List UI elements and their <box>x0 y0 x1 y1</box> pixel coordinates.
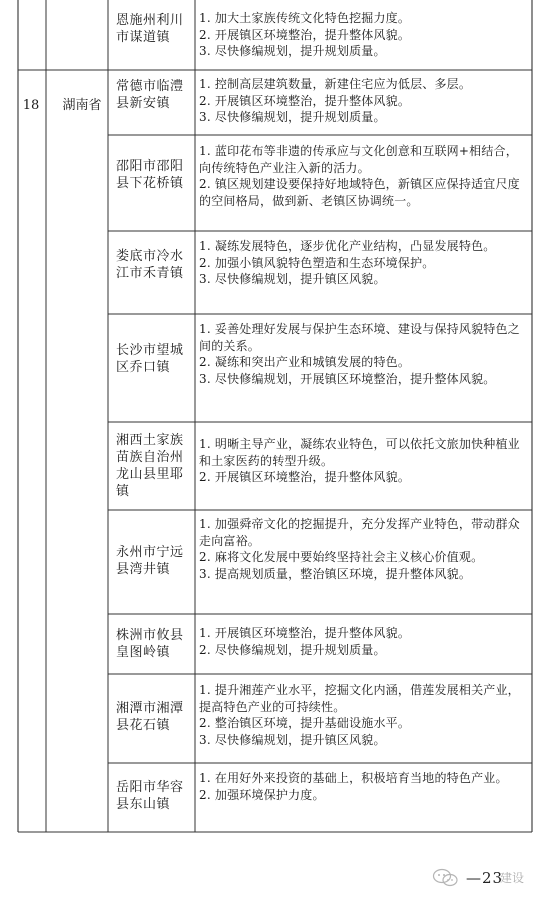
measure-item: 1. 在用好外来投资的基础上，积极培育当地的特色产业。 <box>199 771 508 785</box>
town-name: 长沙市望城区乔口镇 <box>116 343 184 375</box>
measure-item: 1. 明晰主导产业，凝练农业特色，可以依托文旅加快种植业和土家医药的转型升级。 <box>199 437 520 468</box>
town-name: 恩施州利川市谋道镇 <box>116 13 184 45</box>
measure-item: 3. 尽快修编规划，开展镇区环境整治，提升整体风貌。 <box>199 371 496 386</box>
watermark-text: 建设 <box>500 871 525 885</box>
row-index: 18 <box>22 98 40 113</box>
measure-item: 2. 麻将文化发展中要始终坚持社会主义核心价值观。 <box>199 550 484 564</box>
measure-item: 1. 提升湘莲产业水平，挖掘文化内涵，借莲发展相关产业，提高特色产业的可持续性。 <box>199 683 520 714</box>
measure-item: 1. 凝练发展特色，逐步优化产业结构，凸显发展特色。 <box>199 239 496 253</box>
measure-list <box>199 238 522 288</box>
measure-list <box>199 436 522 486</box>
measure-item: 1. 控制高层建筑数量，新建住宅应为低层、多层。 <box>199 77 472 91</box>
measure-item: 3. 提高规划质量，整治镇区环境，提升整体风貌。 <box>199 566 472 581</box>
town-name: 娄底市冷水江市禾青镇 <box>116 249 184 281</box>
town-name: 邵阳市邵阳县下花桥镇 <box>116 159 184 191</box>
measure-item: 2. 整治镇区环境，提升基础设施水平。 <box>199 716 411 730</box>
measure-list <box>199 143 522 209</box>
wechat-icon <box>432 868 460 888</box>
measure-list <box>199 76 522 126</box>
measure-item: 3. 尽快修编规划，提升规划质量。 <box>199 44 386 58</box>
measure-item: 1. 妥善处理好发展与保护生态环境、建设与保持风貌特色之间的关系。 <box>199 322 520 353</box>
measure-list <box>199 625 522 658</box>
measure-item: 2. 镇区规划建设要保持好地域特色，新镇区应保持适宜尺度的空间格局，做到新、老镇区协调统一。 <box>199 177 520 208</box>
measure-item: 3. 尽快修编规划，提升规划质量。 <box>199 110 386 124</box>
measure-list <box>199 770 522 803</box>
measure-item: 3. 尽快修编规划，提升镇区风貌。 <box>199 732 386 747</box>
measure-item: 3. 尽快修编规划，提升镇区风貌。 <box>199 272 386 286</box>
measure-list <box>199 682 522 748</box>
page-number: —23 <box>466 869 504 887</box>
measure-item: 2. 开展镇区环境整治，提升整体风貌。 <box>199 470 411 484</box>
measure-item: 2. 开展镇区环境整治，提升整体风貌。 <box>199 93 411 108</box>
measure-item: 1. 加大土家族传统文化特色挖掘力度。 <box>199 11 411 25</box>
page-footer <box>430 866 548 892</box>
measure-item: 1. 开展镇区环境整治，提升整体风貌。 <box>199 626 411 640</box>
measure-item: 2. 开展镇区环境整治，提升整体风貌。 <box>199 27 411 42</box>
measure-list <box>199 321 522 387</box>
measure-item: 2. 凝练和突出产业和城镇发展的特色。 <box>199 355 411 369</box>
measure-list <box>199 516 522 582</box>
province-name: 湖南省 <box>62 98 102 113</box>
measure-item: 2. 尽快修编规划，提升规划质量。 <box>199 642 386 657</box>
town-name: 湘潭市湘潭县花石镇 <box>116 701 184 733</box>
measure-item: 1. 蓝印花布等非遗的传承应与文化创意和互联网+相结合，向传统特色产业注入新的活力。 <box>199 144 518 175</box>
town-name: 株洲市攸县皇图岭镇 <box>116 628 184 660</box>
measure-list <box>199 10 522 60</box>
town-name: 岳阳市华容县东山镇 <box>116 780 184 812</box>
town-name: 永州市宁远县湾井镇 <box>116 545 184 577</box>
town-name: 湘西土家族苗族自治州龙山县里耶镇 <box>116 433 184 499</box>
measure-item: 2. 加强环境保护力度。 <box>199 787 325 802</box>
measure-item: 1. 加强舜帝文化的挖掘提升，充分发挥产业特色，带动群众走向富裕。 <box>199 517 520 548</box>
measure-item: 2. 加强小镇风貌特色塑造和生态环境保护。 <box>199 255 435 270</box>
town-name: 常德市临澧县新安镇 <box>116 79 184 111</box>
